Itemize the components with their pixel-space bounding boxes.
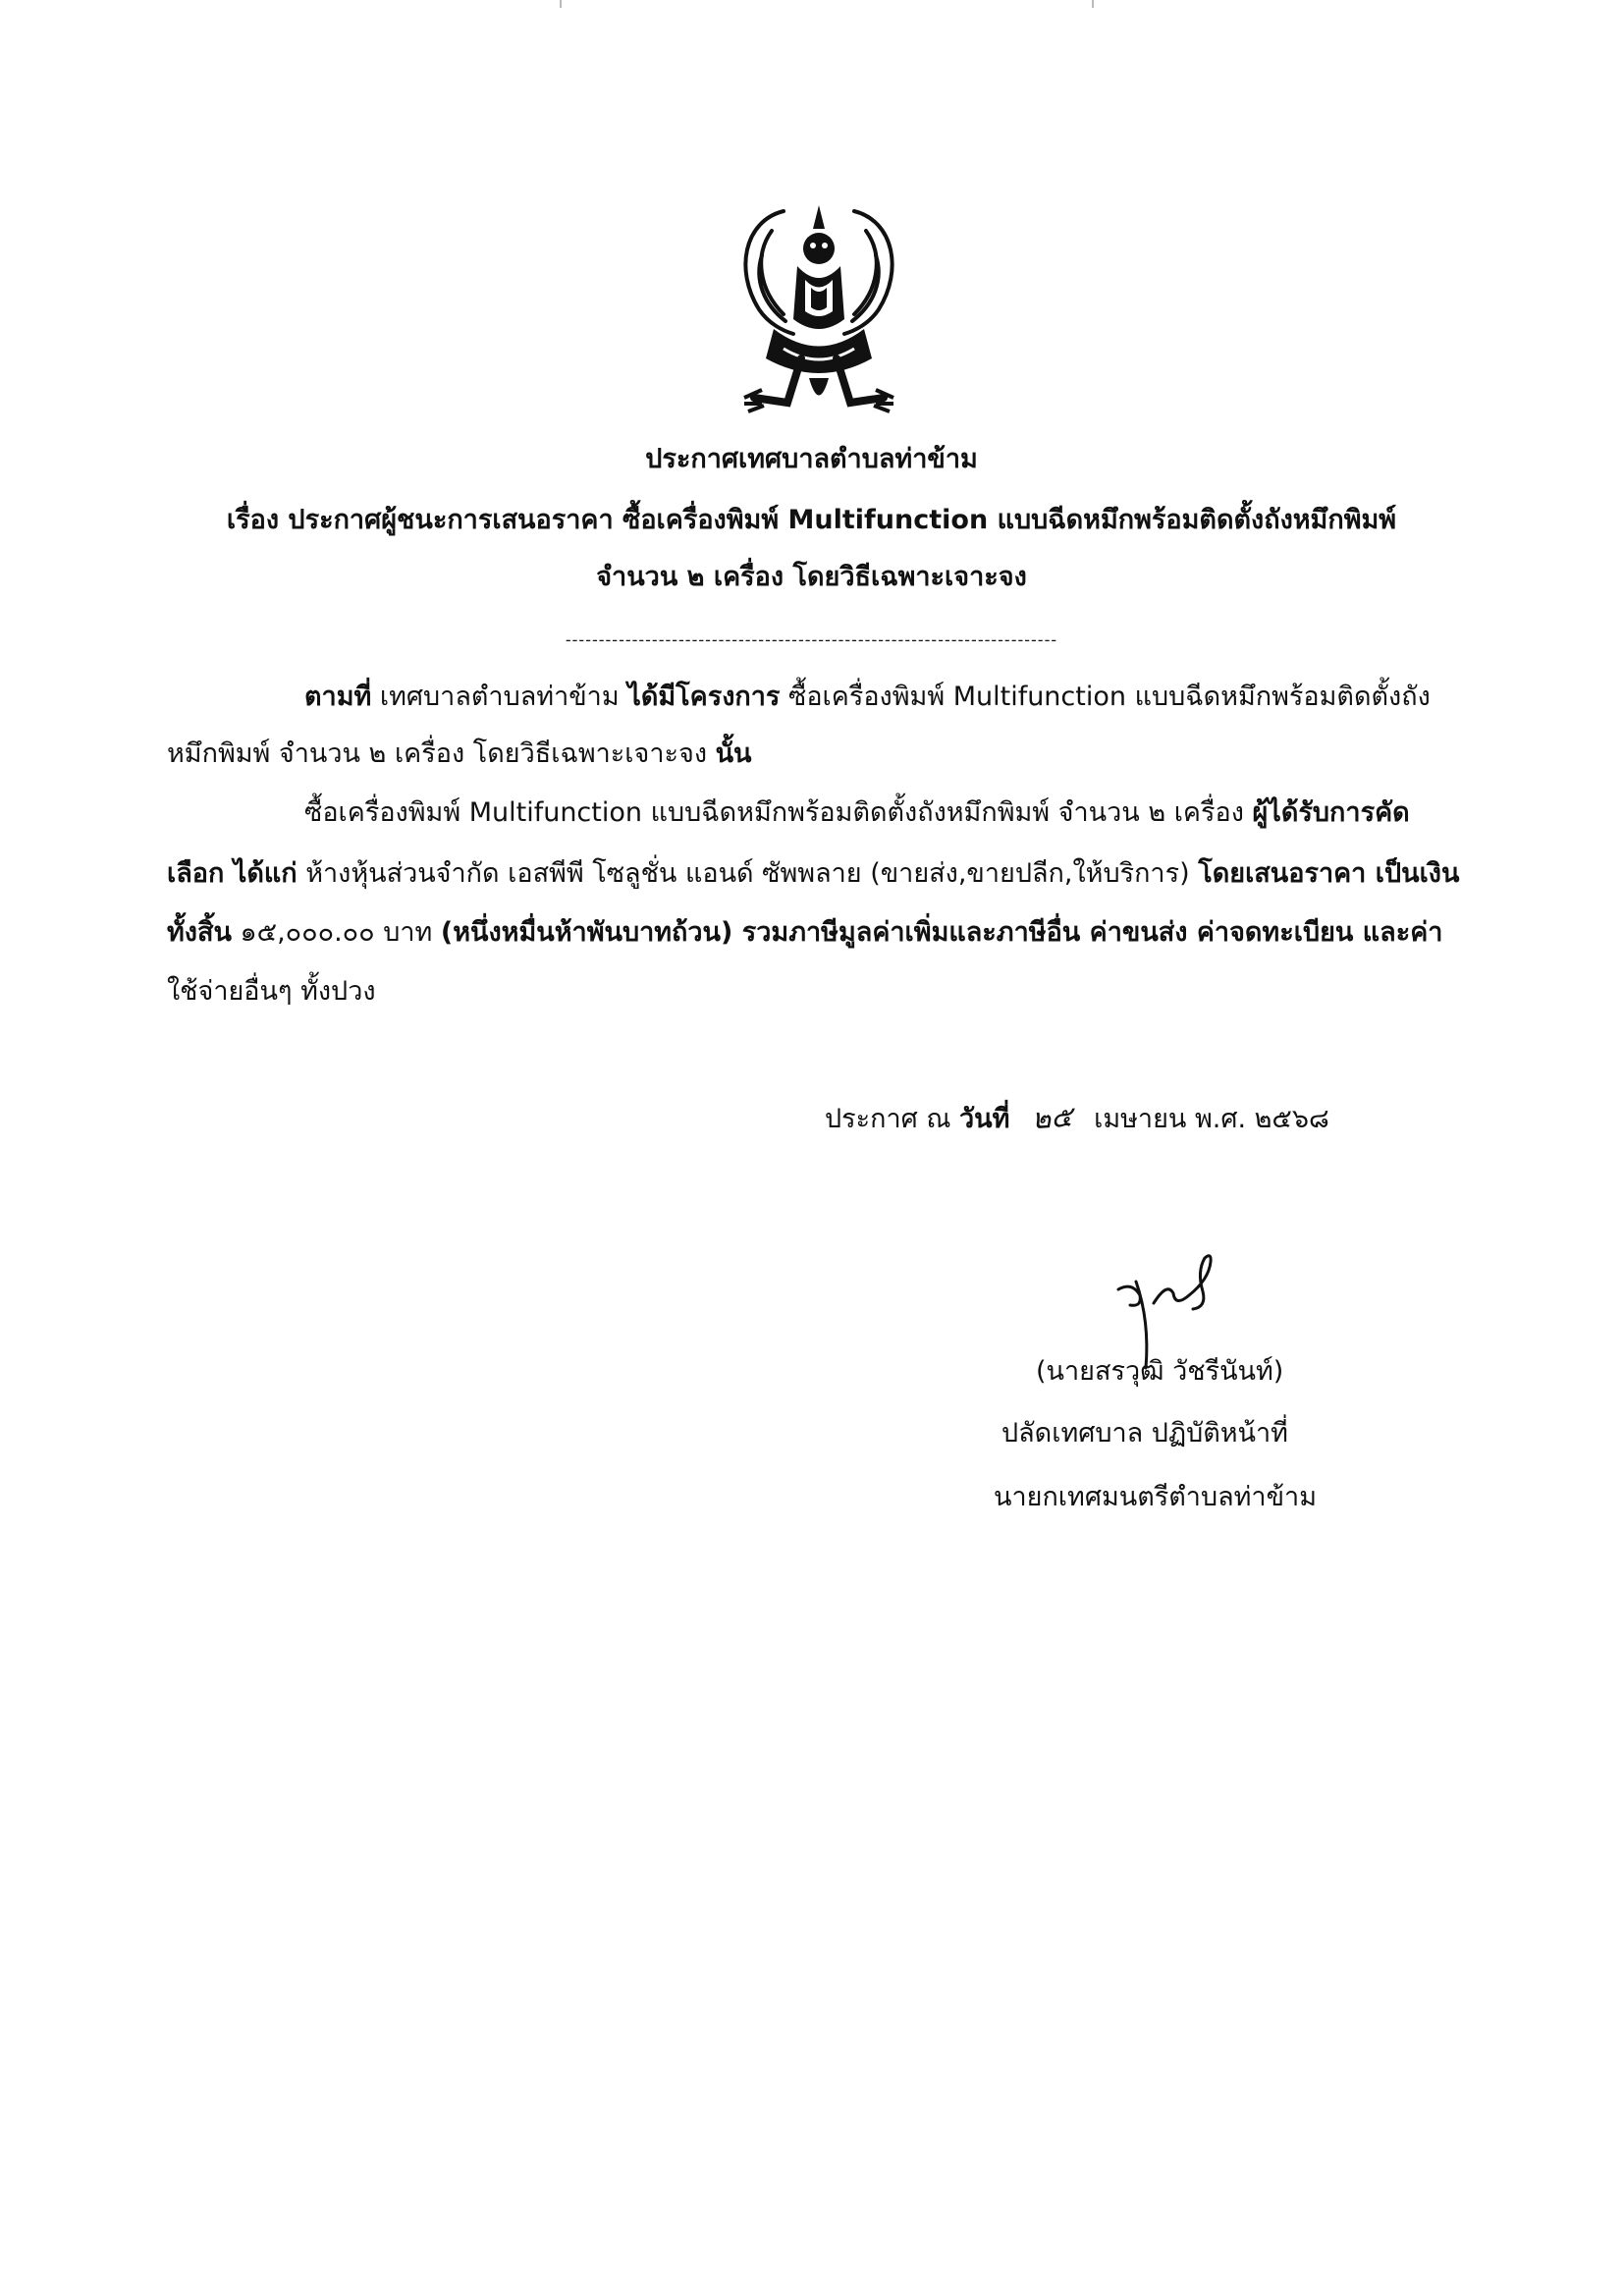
announcement-subject-cont: จำนวน ๒ เครื่อง โดยวิธีเฉพาะเจาะจง <box>596 562 1027 592</box>
text: ใช้จ่ายอื่นๆ ทั้งปวง <box>167 976 376 1007</box>
text-bold: นั้น <box>715 738 752 769</box>
garuda-emblem-icon <box>715 201 923 421</box>
handwritten-day: ๒๕ <box>1030 1099 1074 1136</box>
announcement-date <box>825 1098 1329 1139</box>
text-bold: ได้มีโครงการ <box>627 682 781 712</box>
date-prefix: ประกาศ ณ <box>825 1104 960 1134</box>
paragraph-2-line-3 <box>167 913 1442 953</box>
paragraph-2-line-4 <box>167 972 376 1011</box>
text: ๑๕,๐๐๐.๐๐ บาท <box>231 917 441 948</box>
paragraph-1-line-2 <box>167 735 752 774</box>
text-bold: ผู้ได้รับการคัด <box>1252 797 1410 828</box>
announcement-subject: เรื่อง ประกาศผู้ชนะการเสนอราคา ซื้อเครื่องพิมพ์ Multifunction แบบฉีดหมึกพร้อมติดตั้งถังหมึกพิมพ์ <box>226 505 1397 535</box>
announcement-title: ประกาศเทศบาลตำบลท่าข้าม <box>645 444 978 474</box>
text-bold: ทั้งสิ้น <box>167 917 232 948</box>
scan-mark <box>1092 0 1094 8</box>
signatory-position: ปลัดเทศบาล ปฏิบัติหน้าที่ <box>1001 1418 1288 1449</box>
paragraph-2-line-1 <box>304 793 1410 833</box>
text-bold: (หนึ่งหมื่นห้าพันบาทถ้วน) รวมภาษีมูลค่าเพิ่มและภาษีอื่น ค่าขนส่ง ค่าจดทะเบียน และค่า <box>440 917 1443 948</box>
divider: -------------------------------------------------------------------------- <box>565 630 1058 649</box>
text-bold: เลือก ได้แก่ <box>167 858 298 889</box>
text: ซื้อเครื่องพิมพ์ Multifunction แบบฉีดหมึกพร้อมติดตั้งถังหมึกพิมพ์ จำนวน ๒ เครื่อง <box>304 797 1253 828</box>
text-bold: โดยเสนอราคา เป็นเงิน <box>1198 858 1460 889</box>
signatory-name: (นายสรวุฒิ วัชรีนันท์) <box>1036 1356 1284 1387</box>
text: หมึกพิมพ์ จำนวน ๒ เครื่อง โดยวิธีเฉพาะเจาะจง <box>167 738 716 769</box>
scan-mark <box>560 0 562 8</box>
date-label: วันที่ <box>959 1104 1010 1134</box>
paragraph-1-line-1 <box>304 678 1431 717</box>
text: ห้างหุ้นส่วนจำกัด เอสพีพี โซลูชั่น แอนด์ ซัพพลาย (ขายส่ง,ขายปลีก,ให้บริการ) <box>297 858 1199 889</box>
signatory-acting-position: นายกเทศมนตรีตำบลท่าข้าม <box>994 1482 1317 1512</box>
date-month-year: เมษายน พ.ศ. ๒๕๖๘ <box>1094 1104 1329 1134</box>
paragraph-2-line-2 <box>167 854 1459 894</box>
text: ซื้อเครื่องพิมพ์ Multifunction แบบฉีดหมึกพร้อมติดตั้งถัง <box>780 682 1431 712</box>
text: เทศบาลตำบลท่าข้าม <box>371 682 628 712</box>
lead-text: ตามที่ <box>304 682 372 712</box>
